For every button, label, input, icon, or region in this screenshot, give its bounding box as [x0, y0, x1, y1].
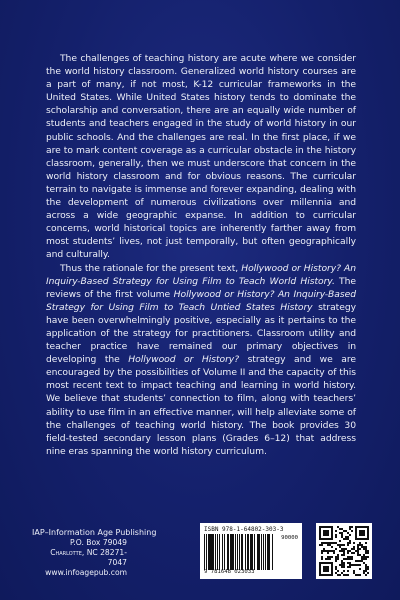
qr-module: [367, 552, 369, 554]
qr-module: [339, 564, 341, 566]
qr-module: [341, 532, 343, 534]
qr-module: [363, 570, 365, 572]
barcode-gap: [273, 534, 274, 570]
qr-module: [353, 542, 355, 544]
qr-module: [349, 550, 351, 552]
qr-module: [353, 548, 355, 550]
qr-module: [339, 550, 341, 552]
qr-module: [335, 548, 337, 550]
qr-module: [347, 550, 349, 552]
qr-module: [365, 548, 367, 550]
qr-module: [353, 570, 355, 572]
qr-module: [351, 552, 353, 554]
qr-module: [327, 542, 329, 544]
qr-module: [339, 528, 341, 530]
qr-module: [363, 554, 365, 556]
qr-module: [337, 554, 339, 556]
blurb-paragraph-2: [46, 262, 356, 458]
qr-module: [331, 550, 333, 552]
qr-module: [321, 556, 323, 558]
qr-module: [325, 550, 327, 552]
qr-module: [361, 560, 363, 562]
qr-module: [347, 544, 349, 546]
qr-module: [341, 534, 343, 536]
qr-module: [339, 532, 341, 534]
qr-module: [355, 564, 357, 566]
isbn-label: ISBN 978-1-64802-303-3: [204, 526, 284, 533]
qr-module: [351, 556, 353, 558]
qr-module: [347, 574, 349, 576]
qr-module: [331, 546, 333, 548]
qr-module: [365, 570, 367, 572]
qr-module: [323, 566, 329, 572]
qr-module: [345, 558, 347, 560]
qr-module: [343, 566, 345, 568]
qr-module: [335, 530, 337, 532]
qr-module: [359, 568, 361, 570]
qr-module: [359, 544, 361, 546]
qr-module: [333, 552, 335, 554]
qr-module: [341, 528, 343, 530]
qr-module: [347, 536, 349, 538]
qr-module: [335, 572, 337, 574]
qr-module: [321, 552, 323, 554]
qr-module: [363, 558, 365, 560]
publisher-name: IAP–Information Age Publishing: [32, 528, 157, 537]
qr-module: [339, 546, 341, 548]
qr-module: [361, 558, 363, 560]
qr-module: [359, 564, 361, 566]
qr-module: [359, 560, 361, 562]
qr-module: [341, 566, 343, 568]
qr-module: [325, 542, 327, 544]
qr-module: [363, 546, 365, 548]
qr-module: [347, 566, 349, 568]
qr-module: [325, 558, 327, 560]
barcode-digits: 9 781648 023033: [204, 569, 255, 575]
qr-module: [351, 530, 353, 532]
qr-module: [365, 568, 367, 570]
qr-module: [335, 560, 337, 562]
qr-module: [333, 550, 335, 552]
qr-module: [335, 542, 337, 544]
qr-module: [349, 526, 351, 528]
qr-module: [367, 550, 369, 552]
qr-module: [343, 544, 345, 546]
book-title: Hollywood or History? An Inquiry-Based Strategy for Using Film to Teach World History.: [46, 262, 357, 287]
qr-module: [347, 562, 349, 564]
qr-module: [347, 538, 349, 540]
qr-module: [349, 540, 351, 542]
publisher-po-box: P.O. Box 79049: [70, 538, 127, 547]
qr-module: [367, 556, 369, 558]
first-volume-title: Hollywood or History? An Inquiry-Based Strategy for Using Film to Teach Untied States History: [46, 288, 356, 313]
publisher-city: Charlotte, NC 28271-7047: [50, 548, 127, 567]
qr-module: [329, 544, 331, 546]
qr-module: [359, 554, 361, 556]
qr-module: [357, 548, 359, 550]
qr-module: [347, 558, 349, 560]
qr-module: [343, 564, 345, 566]
qr-module: [333, 542, 335, 544]
qr-module: [343, 552, 345, 554]
qr-module: [329, 542, 331, 544]
qr-module: [349, 528, 351, 530]
qr-module: [343, 538, 345, 540]
qr-module: [355, 574, 357, 576]
qr-module: [341, 536, 343, 538]
qr-module: [339, 540, 341, 542]
qr-module: [329, 556, 331, 558]
qr-module: [349, 556, 351, 558]
qr-module: [357, 554, 359, 556]
qr-module: [353, 546, 355, 548]
qr-module: [351, 548, 353, 550]
qr-module: [357, 560, 359, 562]
qr-module: [351, 558, 353, 560]
qr-module: [347, 556, 349, 558]
qr-module: [335, 568, 337, 570]
qr-module: [341, 572, 343, 574]
qr-module: [327, 544, 329, 546]
qr-module: [341, 562, 343, 564]
qr-module: [367, 566, 369, 568]
qr-module: [349, 562, 351, 564]
qr-module: [341, 548, 343, 550]
back-cover-blurb: [46, 52, 356, 458]
qr-module: [365, 566, 367, 568]
qr-module: [321, 542, 323, 544]
qr-module: [335, 534, 337, 536]
qr-module: [323, 550, 325, 552]
qr-module: [341, 550, 343, 552]
qr-module: [363, 572, 365, 574]
qr-module: [365, 558, 367, 560]
publisher-info: [32, 528, 157, 578]
qr-module: [339, 574, 341, 576]
qr-module: [327, 558, 329, 560]
qr-module: [355, 550, 357, 552]
qr-module: [347, 542, 349, 544]
qr-module: [337, 556, 339, 558]
qr-module: [367, 572, 369, 574]
qr-module: [363, 562, 365, 564]
price-code: 90000: [281, 535, 298, 541]
qr-module: [343, 550, 345, 552]
qr-module: [349, 564, 351, 566]
qr-module: [341, 544, 343, 546]
blurb-text: Thus the rationale for the present text,: [60, 262, 242, 274]
blurb-text: strategy have been overwhelmingly positive, especially as it pertains to the application of the strategy for practitioners. Classroom utility and teacher practice have remained our primary objectives in developing the: [46, 301, 356, 366]
qr-module: [365, 542, 367, 544]
qr-module: [321, 558, 323, 560]
qr-module: [337, 544, 339, 546]
qr-module: [357, 552, 359, 554]
qr-module: [335, 566, 337, 568]
qr-module: [323, 542, 325, 544]
qr-module: [343, 574, 345, 576]
qr-module: [347, 532, 349, 534]
qr-module: [337, 570, 339, 572]
strategy-title: Hollywood or History?: [128, 354, 240, 366]
qr-module: [347, 552, 349, 554]
qr-module: [353, 552, 355, 554]
qr-module: [349, 566, 351, 568]
qr-module: [321, 550, 323, 552]
blurb-paragraph-1: The challenges of teaching history are acute where we consider the world history classroom. Generalized world history courses are a part of many, if not most, K-12 curricular frameworks in the United States. While United States history tends to dominate the scholarship and conversation, there are an equally wide number of students and teachers engaged in the study of world history in our public schools. And the challenges are real. In the first place, if we are to mark content coverage as a curricular obstacle in the history classroom, generally, then we must underscore that concern in the world history classroom and for obvious reasons. The curricular terrain to navigate is immense and forever expanding, dealing with the development of numerous civilizations over millennia and across a wide geographic expanse. In addition to curricular concerns, world historical topics are inherently farther away from most students’ lives, not just temporally, but often geographically and culturally.: [46, 53, 356, 261]
qr-module: [327, 556, 329, 558]
qr-module: [347, 570, 349, 572]
qr-module: [349, 558, 351, 560]
qr-module: [363, 556, 365, 558]
isbn-barcode: [200, 523, 302, 579]
qr-module: [345, 538, 347, 540]
qr-module: [341, 564, 343, 566]
qr-module: [323, 548, 325, 550]
qr-module: [363, 548, 365, 550]
qr-module: [365, 550, 367, 552]
qr-module: [343, 554, 345, 556]
qr-module: [361, 544, 363, 546]
qr-module: [353, 572, 355, 574]
blurb-text: strategy and we are encouraged by the possibilities of Volume II and the capacity of this most recent text to impact teaching and learning in world history. We believe that students’ connection to film, along with teachers’ ability to use film in an effective manner, will help alleviate some of the challenges of teaching world history. The book provides 30 field-tested secondary lesson plans (Grades 6–12) that address nine eras spanning the world history curriculum.: [46, 354, 356, 457]
qr-module: [365, 574, 367, 576]
publisher-website: www.infoagepub.com: [45, 568, 127, 577]
qr-module: [337, 526, 339, 528]
qr-module: [357, 574, 359, 576]
qr-code: [316, 523, 372, 579]
qr-module: [345, 530, 347, 532]
qr-module: [361, 546, 363, 548]
qr-module: [339, 544, 341, 546]
qr-module: [365, 564, 367, 566]
qr-module: [345, 548, 347, 550]
qr-module: [341, 554, 343, 556]
qr-module: [359, 548, 361, 550]
qr-module: [343, 558, 345, 560]
qr-module: [349, 534, 351, 536]
qr-module: [359, 542, 361, 544]
qr-module: [359, 530, 365, 536]
qr-module: [357, 550, 359, 552]
qr-module: [321, 544, 323, 546]
qr-module: [367, 568, 369, 570]
qr-module: [343, 530, 345, 532]
qr-module: [355, 560, 357, 562]
qr-module: [337, 574, 339, 576]
qr-module: [351, 526, 353, 528]
qr-module: [337, 558, 339, 560]
qr-module: [343, 548, 345, 550]
qr-module: [351, 564, 353, 566]
qr-module: [319, 544, 321, 546]
qr-module: [335, 558, 337, 560]
qr-module: [365, 556, 367, 558]
qr-module: [359, 574, 361, 576]
qr-module: [357, 546, 359, 548]
qr-module: [365, 546, 367, 548]
qr-module: [329, 558, 331, 560]
qr-code-icon: [319, 526, 369, 576]
qr-module: [323, 530, 329, 536]
qr-module: [331, 556, 333, 558]
qr-module: [343, 570, 345, 572]
qr-module: [365, 552, 367, 554]
qr-module: [357, 564, 359, 566]
blurb-text: The reviews of the first volume: [46, 275, 356, 300]
qr-module: [343, 562, 345, 564]
qr-module: [331, 542, 333, 544]
qr-module: [327, 552, 329, 554]
qr-module: [361, 556, 363, 558]
qr-module: [327, 550, 329, 552]
qr-module: [353, 564, 355, 566]
qr-module: [335, 536, 337, 538]
qr-module: [349, 542, 351, 544]
qr-module: [345, 574, 347, 576]
qr-module: [357, 544, 359, 546]
qr-module: [345, 536, 347, 538]
qr-module: [341, 560, 343, 562]
qr-module: [335, 556, 337, 558]
qr-module: [329, 550, 331, 552]
